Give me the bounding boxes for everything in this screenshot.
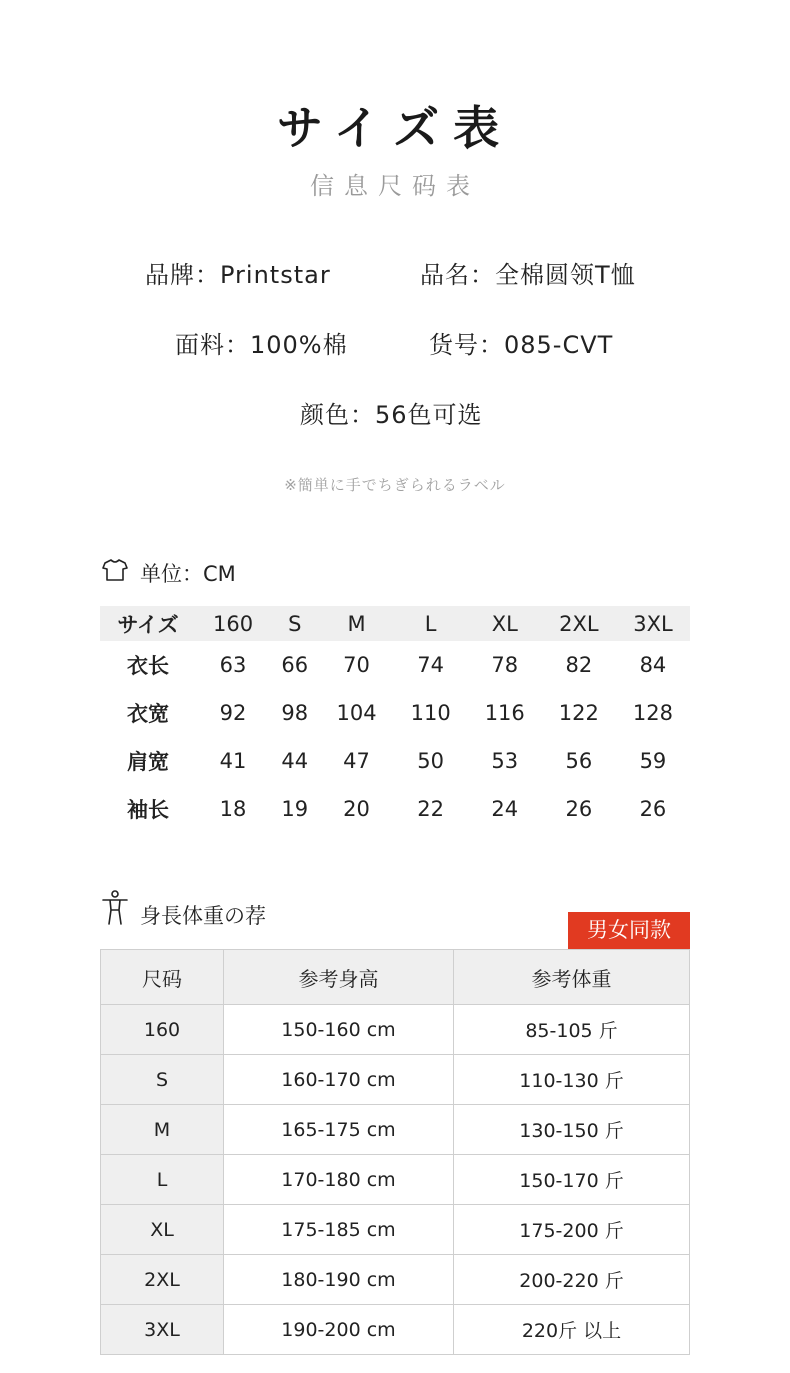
table-row xyxy=(100,737,690,785)
weight-cell: 85-105 斤 xyxy=(454,1005,690,1055)
table-row xyxy=(101,1255,690,1305)
measure-value: 84 xyxy=(639,653,667,677)
weight-cell: 130-150 斤 xyxy=(454,1105,690,1155)
weight-cell: 150-170 斤 xyxy=(454,1155,690,1205)
table-row xyxy=(100,785,690,833)
header-cell: 尺码 xyxy=(101,950,224,1005)
person-icon xyxy=(101,890,129,926)
page-title: サイズ表 xyxy=(276,101,514,155)
color-text: 颜色：56色可选 xyxy=(300,401,483,429)
table-row xyxy=(101,1205,690,1255)
measure-value: 104 xyxy=(336,701,377,725)
height-cell: 160-170 cm xyxy=(224,1055,454,1105)
table-row xyxy=(101,1105,690,1155)
size-cell: L xyxy=(101,1155,224,1205)
size-header-cell: サイズ xyxy=(100,606,196,641)
measure-value: 53 xyxy=(491,749,519,773)
measure-name: 袖长 xyxy=(127,798,169,822)
size-cell: M xyxy=(101,1105,224,1155)
measure-value: 18 xyxy=(219,797,247,821)
item-number-text: 货号：085-CVT xyxy=(429,331,614,359)
page-subtitle: 信息尺码表 xyxy=(310,172,480,200)
measure-name: 肩宽 xyxy=(127,750,169,774)
measure-value: 50 xyxy=(417,749,444,773)
table-row xyxy=(101,1305,690,1355)
height-cell: 170-180 cm xyxy=(224,1155,454,1205)
measure-value: 82 xyxy=(565,653,593,677)
unisex-badge: 男女同款 xyxy=(568,912,690,949)
header-cell: 参考体重 xyxy=(454,950,690,1005)
measure-value: 92 xyxy=(219,701,247,725)
measure-value: 41 xyxy=(219,749,247,773)
label-note: ※簡単に手でちぎられるラベル xyxy=(284,476,506,494)
measure-value: 110 xyxy=(410,701,451,725)
measure-name: 衣长 xyxy=(127,654,169,678)
measure-value: 98 xyxy=(281,701,309,725)
measure-name: 衣宽 xyxy=(127,702,169,726)
recommend-table xyxy=(100,949,690,1355)
height-cell: 175-185 cm xyxy=(224,1205,454,1255)
size-header-cell: L xyxy=(394,606,468,641)
size-header-cell: M xyxy=(320,606,394,641)
weight-cell: 110-130 斤 xyxy=(454,1055,690,1105)
product-name-text: 品名：全棉圆领T恤 xyxy=(420,261,636,289)
header-cell: 参考身高 xyxy=(224,950,454,1005)
size-cell: 3XL xyxy=(101,1305,224,1355)
measure-value: 116 xyxy=(484,701,525,725)
measure-value: 44 xyxy=(281,749,309,773)
height-cell: 180-190 cm xyxy=(224,1255,454,1305)
measure-value: 22 xyxy=(417,797,444,821)
measure-value: 26 xyxy=(565,797,593,821)
measure-value: 24 xyxy=(491,797,519,821)
weight-cell: 220斤 以上 xyxy=(454,1305,690,1355)
size-header-cell: 2XL xyxy=(542,606,616,641)
height-cell: 165-175 cm xyxy=(224,1105,454,1155)
measure-value: 122 xyxy=(558,701,599,725)
weight-cell: 175-200 斤 xyxy=(454,1205,690,1255)
measure-value: 78 xyxy=(491,653,519,677)
size-header-cell: 3XL xyxy=(616,606,690,641)
measure-value: 26 xyxy=(639,797,667,821)
recommend-table-header xyxy=(101,950,690,1005)
size-cell: XL xyxy=(101,1205,224,1255)
table-row xyxy=(101,1055,690,1105)
measure-value: 19 xyxy=(281,797,309,821)
brand-text: 品牌：Printstar xyxy=(145,261,331,289)
measure-value: 70 xyxy=(343,653,370,677)
size-table-header xyxy=(100,606,690,641)
measure-value: 66 xyxy=(281,653,309,677)
size-cell: S xyxy=(101,1055,224,1105)
measure-value: 47 xyxy=(343,749,370,773)
size-header-cell: S xyxy=(270,606,319,641)
table-row xyxy=(100,689,690,737)
size-cell: 160 xyxy=(101,1005,224,1055)
table-row xyxy=(101,1155,690,1205)
measure-value: 59 xyxy=(639,749,667,773)
tshirt-icon xyxy=(102,558,128,582)
unit-label: 单位：CM xyxy=(140,562,236,586)
size-header-cell: 160 xyxy=(196,606,270,641)
recommend-label: 身長体重の荐 xyxy=(140,904,266,928)
measure-value: 128 xyxy=(632,701,673,725)
measure-value: 56 xyxy=(565,749,593,773)
table-row xyxy=(100,641,690,689)
size-table xyxy=(100,606,690,833)
table-row xyxy=(101,1005,690,1055)
measure-value: 63 xyxy=(219,653,247,677)
weight-cell: 200-220 斤 xyxy=(454,1255,690,1305)
measure-value: 20 xyxy=(343,797,370,821)
height-cell: 190-200 cm xyxy=(224,1305,454,1355)
size-cell: 2XL xyxy=(101,1255,224,1305)
size-header-cell: XL xyxy=(468,606,542,641)
height-cell: 150-160 cm xyxy=(224,1005,454,1055)
fabric-text: 面料：100%棉 xyxy=(175,331,348,359)
measure-value: 74 xyxy=(417,653,444,677)
